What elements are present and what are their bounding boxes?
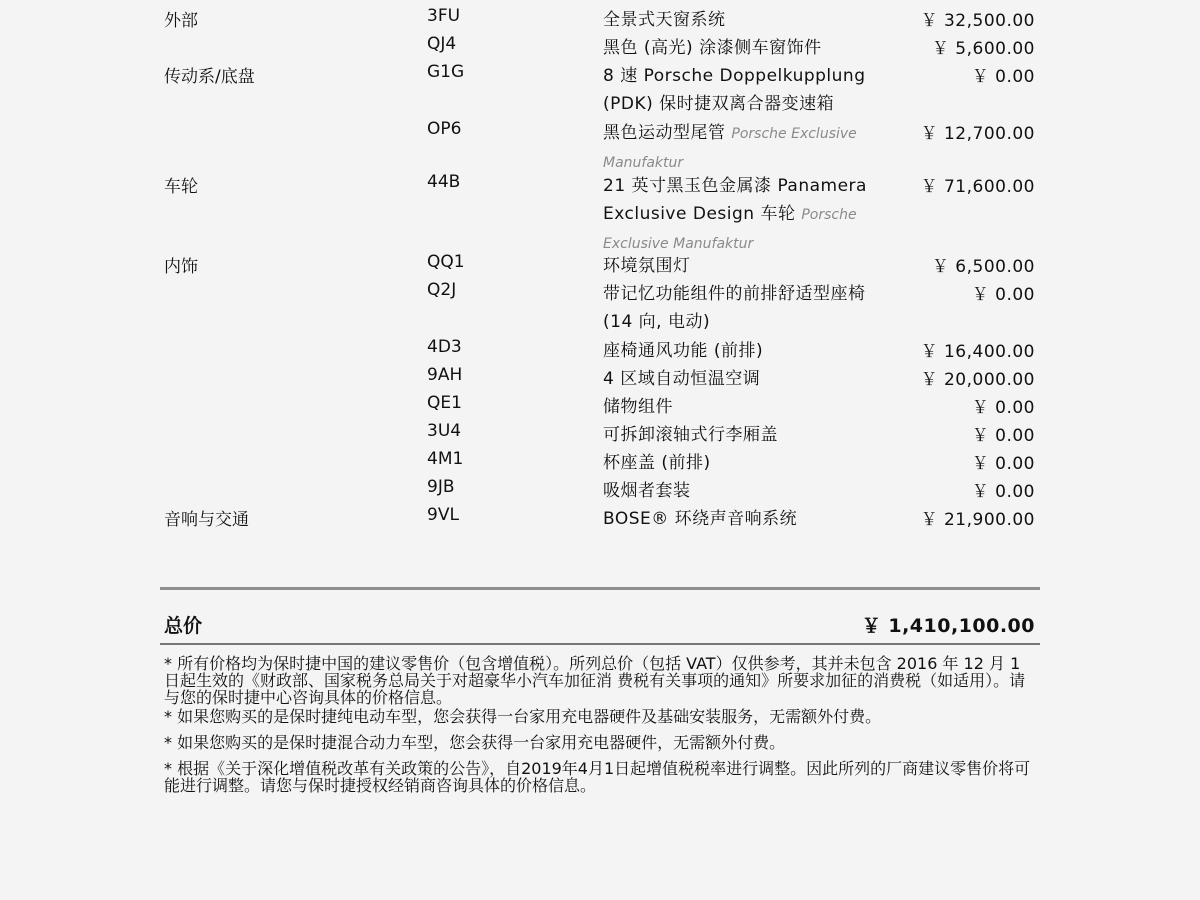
divider — [160, 643, 1040, 645]
option-price: ￥ 32,500.00 — [920, 11, 1035, 31]
option-price: ￥ 0.00 — [971, 482, 1035, 502]
option-description: 8 速 Porsche Doppelkupplung (PDK) 保时捷双离合器变速箱 — [603, 66, 866, 114]
option-code: QQ1 — [427, 252, 465, 272]
option-code: QE1 — [427, 393, 462, 413]
option-description: 可拆卸滚轴式行李厢盖 — [603, 425, 778, 445]
category-label: 内饰 — [164, 257, 198, 277]
option-description: 全景式天窗系统 — [603, 10, 726, 30]
option-description: 环境氛围灯 — [603, 256, 691, 276]
footnote: * 根据《关于深化增值税改革有关政策的公告》，自2019年4月1日起增值税税率进行调整。因此所列的厂商建议零售价将可能进行调整。请您与保时捷授权经销商咨询具体的价格信息。 — [164, 759, 1031, 795]
option-price: ￥ 20,000.00 — [920, 370, 1035, 390]
option-description: 21 英寸黑玉色金属漆 Panamera Exclusive Design 车轮 Porsche Exclusive Manufaktur — [603, 176, 867, 252]
exclusive-note: Porsche Exclusive Manufaktur — [603, 126, 857, 171]
option-description: 杯座盖 (前排) — [603, 453, 711, 473]
category-label: 传动系/底盘 — [164, 67, 255, 87]
option-price: ￥ 5,600.00 — [931, 39, 1035, 59]
option-description: 吸烟者套装 — [603, 481, 691, 501]
option-code: 9JB — [427, 477, 455, 497]
option-description: 黑色运动型尾管 Porsche Exclusive Manufaktur — [603, 123, 857, 171]
option-price: ￥ 0.00 — [971, 426, 1035, 446]
exclusive-note: Porsche Exclusive Manufaktur — [603, 207, 857, 252]
total-label: 总价 — [164, 615, 203, 637]
option-code: OP6 — [427, 119, 462, 139]
option-description: 储物组件 — [603, 397, 673, 417]
option-code: 44B — [427, 172, 461, 192]
footnote: * 如果您购买的是保时捷纯电动车型，您会获得一台家用充电器硬件及基础安装服务，无需额外付费。 — [164, 707, 882, 726]
option-description: 带记忆功能组件的前排舒适型座椅 (14 向, 电动) — [603, 284, 866, 332]
option-code: 4M1 — [427, 449, 464, 469]
footnote: * 所有价格均为保时捷中国的建议零售价（包含增值税）。所列总价（包括 VAT）仅供参考，其并未包含 2016 年 12 月 1 日起生效的《财政部、国家税务总局关于对超豪华小汽车加征消 费税有关事项的通知》所要求加征的消费税（如适用）。请与您的保时捷中心咨询具体的价格信息。 — [164, 654, 1026, 707]
option-code: 3FU — [427, 6, 461, 26]
option-code: 4D3 — [427, 337, 462, 357]
option-description: BOSE® 环绕声音响系统 — [603, 509, 798, 529]
option-price: ￥ 0.00 — [971, 67, 1035, 87]
option-description: 黑色 (高光) 涂漆侧车窗饰件 — [603, 38, 822, 58]
footnote: * 如果您购买的是保时捷混合动力车型，您会获得一台家用充电器硬件，无需额外付费。 — [164, 733, 786, 752]
option-code: G1G — [427, 62, 465, 82]
option-description: 座椅通风功能 (前排) — [603, 341, 764, 361]
option-code: QJ4 — [427, 34, 457, 54]
option-price: ￥ 6,500.00 — [931, 257, 1035, 277]
option-description: 4 区域自动恒温空调 — [603, 369, 761, 389]
category-label: 外部 — [164, 11, 198, 31]
category-label: 音响与交通 — [164, 510, 249, 530]
option-price: ￥ 0.00 — [971, 398, 1035, 418]
option-code: Q2J — [427, 280, 457, 300]
option-code: 9AH — [427, 365, 463, 385]
option-price: ￥ 0.00 — [971, 454, 1035, 474]
footnotes — [164, 655, 1040, 796]
option-price: ￥ 71,600.00 — [920, 177, 1035, 197]
option-price: ￥ 0.00 — [971, 285, 1035, 305]
option-code: 9VL — [427, 505, 459, 525]
option-price: ￥ 16,400.00 — [920, 342, 1035, 362]
option-code: 3U4 — [427, 421, 462, 441]
divider — [160, 587, 1040, 590]
option-price: ￥ 21,900.00 — [920, 510, 1035, 530]
option-price: ￥ 12,700.00 — [920, 124, 1035, 144]
category-label: 车轮 — [164, 177, 198, 197]
total-price: ￥ 1,410,100.00 — [861, 615, 1035, 637]
